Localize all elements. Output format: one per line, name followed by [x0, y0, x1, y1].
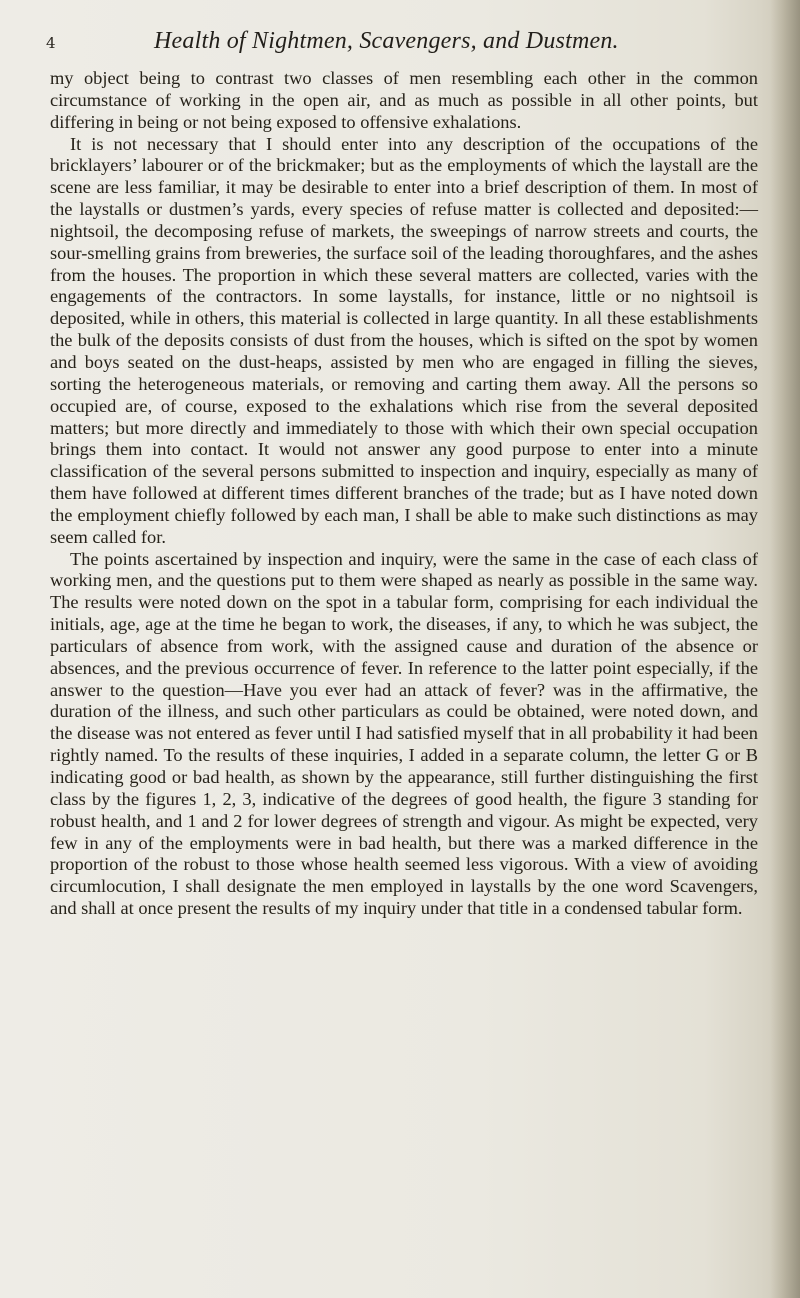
page-number: 4 [46, 34, 56, 52]
page-header [46, 22, 746, 62]
paragraph-1: my object being to contrast two classes of men resembling each other in the common circumstance of working in the open air, and as much as possible in all other points, but differing in being or not being exposed to offensive exhalations. [50, 68, 758, 132]
paragraph-3: The points ascertained by inspection and inquiry, were the same in the case of each class of working men, and the questions put to them were shaped as nearly as possible in the same way. The results were noted down on the spot in a tabular form, comprising for each individual the initials, age, age at the time he began to work, the diseases, if any, to which he was subject, the particulars of absence from work, with the assigned cause and duration of the absence or absences, and the previous occurrence of fever. In reference to the latter point especially, if the answer to the question—Have you ever had an attack of fever? was in the affirmative, the duration of the illness, and such other particulars as could be obtained, were noted down, and the disease was not entered as fever until I had satisfied myself that in all probability it had been rightly named. To the results of these inquiries, I added in a separate column, the letter G or B indicating good or bad health, as shown by the appearance, still further distinguishing the first class by the figures 1, 2, 3, indicative of the degrees of good health, the figure 3 standing for robust health, and 1 and 2 for lower degrees of strength and vigour. As might be expected, very few in any of the employments were in bad health, but there was a marked difference in the proportion of the robust to those whose health seemed less vigorous. With a view of avoiding circumlocution, I shall designate the men employed in laystalls by the one word Scavengers, and shall at once present the results of my inquiry under that title in a condensed tabular form. [50, 548, 758, 919]
running-title: Health of Nightmen, Scavengers, and Dustmen. [154, 28, 619, 54]
paragraph-2: It is not necessary that I should enter into any description of the occupations of the bricklayers’ labourer or of the brickmaker; but as the employments of which the laystall are the scene are less familiar, it may be desirable to enter into a brief description of them. In most of the laystalls or dustmen’s yards, every species of refuse matter is collected and deposited:—nightsoil, the decomposing refuse of markets, the sweepings of narrow streets and courts, the sour-smelling grains from breweries, the surface soil of the leading thoroughfares, and the ashes from the houses. The proportion in which these several matters are collected, varies with the engagements of the contractors. In some laystalls, for instance, little or no nightsoil is deposited, while in others, this material is collected in large quantity. In all these establishments the bulk of the deposits consists of dust from the houses, which is sifted on the spot by women and boys seated on the dust-heaps, assisted by men who are engaged in filling the sieves, sorting the heterogeneous materials, or removing and carting them away. All the persons so occupied are, of course, exposed to the exhalations which rise from the several deposited matters; but more directly and immediately to those with which their own special occupation brings them into contact. It would not answer any good purpose to enter into a minute classification of the several persons submitted to inspection and inquiry, especially as many of them have followed at different times different branches of the trade; but as I have noted down the employment chiefly followed by each man, I shall be able to make such distinctions as may seem called for. [50, 133, 758, 547]
body-text [50, 68, 758, 920]
page-spine-shadow [770, 0, 800, 1298]
